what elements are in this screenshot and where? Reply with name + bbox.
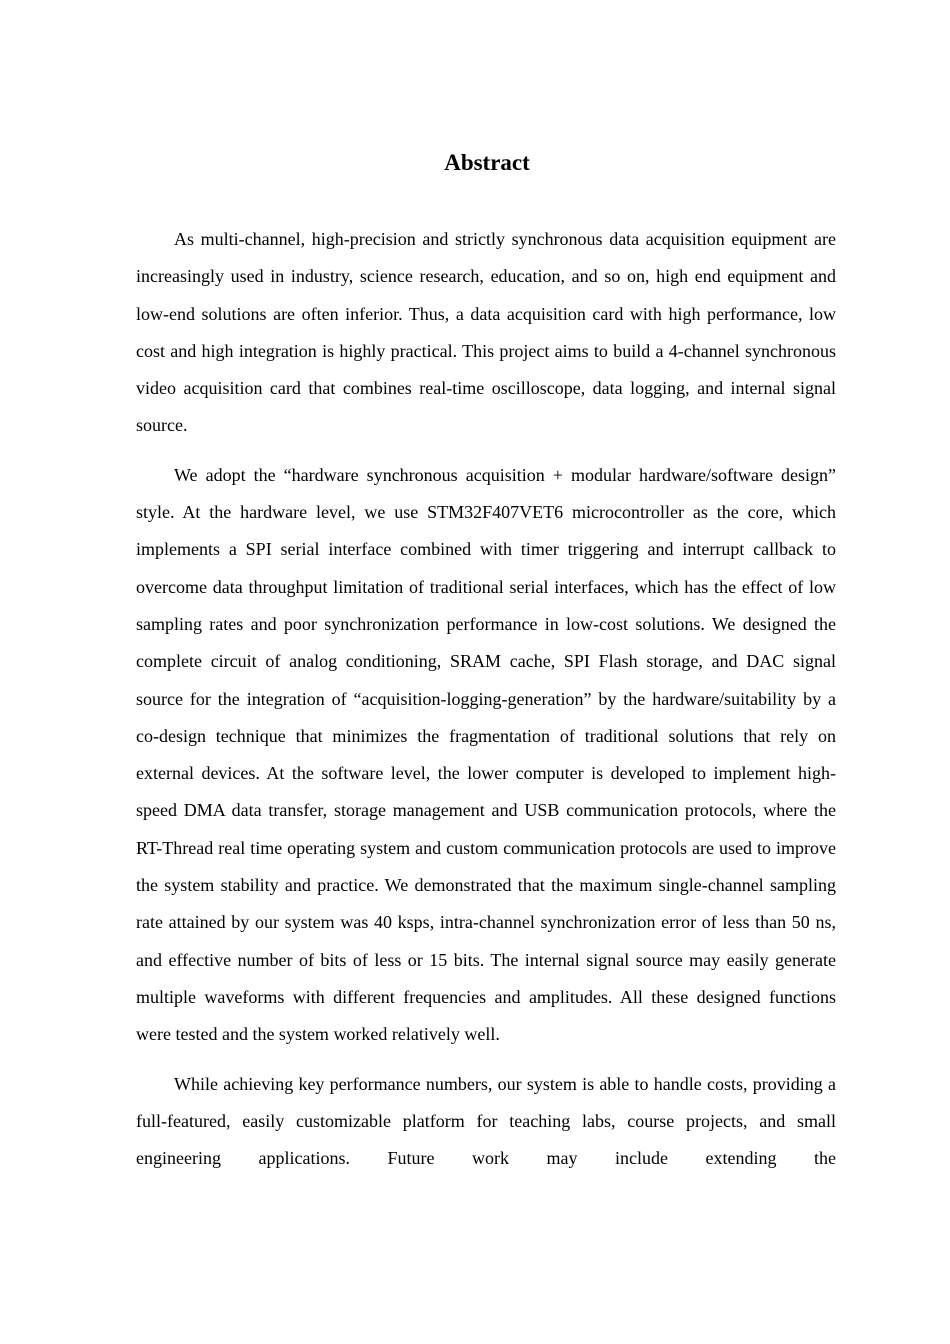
paragraph-1: As multi-channel, high-precision and strictly synchronous data acquisition equipment are increasingly used in industry, science research, education, and so on, high end equipment and low-end solutions are often inferior. Thus, a data acquisition card with high performance, low cost and high integration is highly practical. This project aims to build a 4-channel synchronous video acquisition card that combines real-time oscilloscope, data logging, and internal signal source. xyxy=(136,229,836,436)
paragraph-3: While achieving key performance numbers, our system is able to handle costs, providing a full-featured, easily customizable platform for teaching labs, course projects, and small engineering applications. Future work may include extending the xyxy=(136,1073,836,1169)
abstract-body xyxy=(136,221,836,1189)
page-title: Abstract xyxy=(444,150,530,175)
paragraph-2: We adopt the “hardware synchronous acquisition + modular hardware/software design” style. At the hardware level, we use STM32F407VET6 microcontroller as the core, which implements a SPI serial interface combined with timer triggering and interrupt callback to overcome data throughput limitation of traditional serial interfaces, which has the effect of low sampling rates and poor synchronization performance in low-cost solutions. We designed the complete circuit of analog conditioning, SRAM cache, SPI Flash storage, and DAC signal source for the integration of “acquisition-logging-generation” by the hardware/suitability by a co-design technique that minimizes the fragmentation of traditional solutions that rely on external devices. At the software level, the lower computer is developed to implement high-speed DMA data transfer, storage management and USB communication protocols, where the RT-Thread real time operating system and custom communication protocols are used to improve the system stability and practice. We demonstrated that the maximum single-channel sampling rate attained by our system was 40 ksps, intra-channel synchronization error of less than 50 ns, and effective number of bits of less or 15 bits. The internal signal source may easily generate multiple waveforms with different frequencies and amplitudes. All these designed functions were tested and the system worked relatively well. xyxy=(136,464,836,1045)
